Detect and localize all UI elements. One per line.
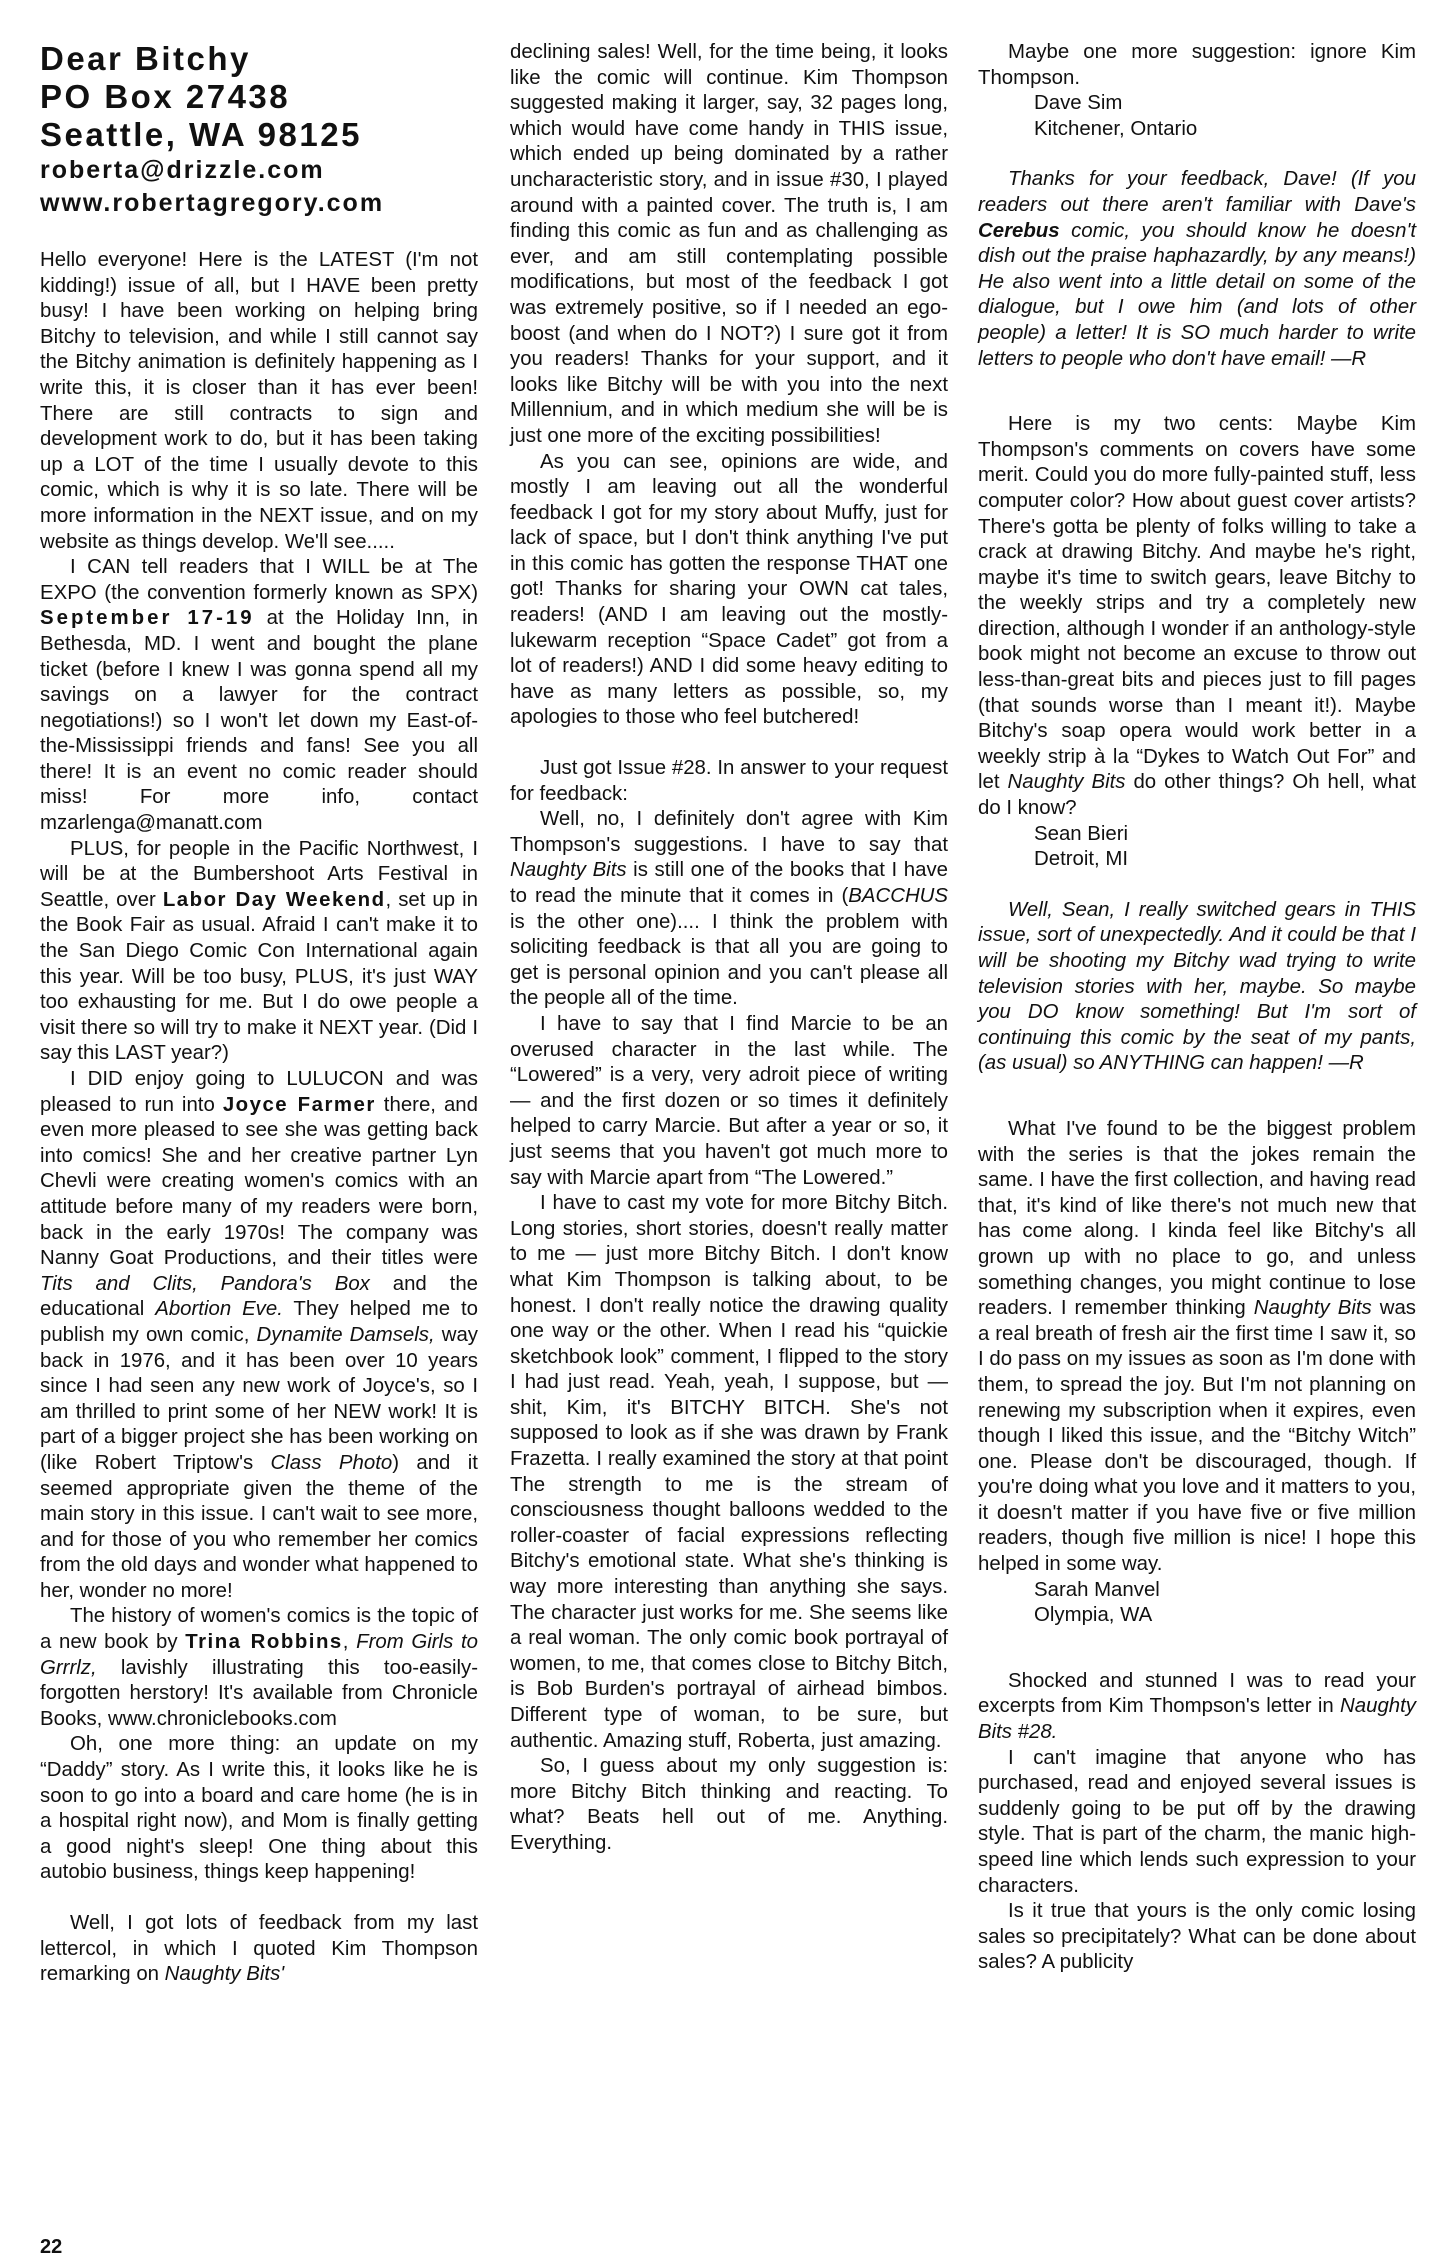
letter-signature xyxy=(978,1578,1416,1629)
letter-paragraph: I can't imagine that anyone who has purchased, read and enjoyed several issues is suddenly going to be put off by the drawing style. That is part of the charm, the manic high-speed line which lends such expression to your characters. xyxy=(978,1746,1416,1897)
letter-paragraph: Just got Issue #28. In answer to your request for feedback: xyxy=(510,757,948,805)
editorial-paragraph: I DID enjoy going to LULUCON and was pleased to run into Joyce Farmer there, and even more pleased to see she was getting back into comics! She and her creative partner Lyn Chevli were creating women's comics with an attitude before many of my readers were born, back in the early 1970s! The company was Nanny Goat Productions, and their titles were Tits and Clits, Pandora's Box and the educational Abortion Eve. They helped me to publish my own comic, Dynamite Damsels, way back in 1976, and it has been over 10 years since I had seen any new work of Joyce's, so I am thrilled to print some of her NEW work! It is part of a bigger project she has been working on (like Robert Triptow's Class Photo) and it seemed appropriate given the theme of the main story in this issue. I can't wait to see more, and for those of you who remember her comics from the old days and wonder what happened to her, wonder no more! xyxy=(40,1068,479,1602)
letter-paragraph: Well, no, I definitely don't agree with Kim Thompson's suggestions. I have to say that Naughty Bits is still one of the books that I have to read the minute that it comes in (BACCHUS is the other one).... I think the problem with soliciting feedback is that all you are going to get is personal opinion and you can't please all the people all of the time. xyxy=(510,808,948,1010)
editorial-paragraph: declining sales! Well, for the time being, it looks like the comic will continue. Kim Thompson suggested making it larger, say, 32 pages long, which would have come handy in THIS issue, which ended up being dominated by a rather uncharacteristic story, and in issue #30, I played around with a painted cover. The truth is, I am finding this comic as fun and as challenging as ever, and am still contemplating possible modifications, but most of the feedback I got was extremely positive, so if I needed an ego-boost (and when do I NOT?) I sure got it from you readers! Thanks for your support, and it looks like Bitchy will be with you into the next Millennium, and in which medium she will be is just one more of the exciting possibilities! xyxy=(510,41,948,447)
masthead-email: roberta@drizzle.com xyxy=(40,156,325,184)
letter-paragraph: Maybe one more suggestion: ignore Kim Thompson. xyxy=(978,41,1416,89)
name-trina-robbins: Trina Robbins xyxy=(185,1631,343,1654)
editorial-paragraph: Hello everyone! Here is the LATEST (I'm not kidding!) issue of all, but I HAVE been pretty busy! I have been working on helping bring Bitchy to television, and while I still cannot say the Bitchy animation is definitely happening as I write this, it is closer than it has ever been! There are still contracts to sign and development work to do, but it has been taking up a LOT of the time I usually devote to this comic, which is why it is so late. There will be more information in the NEXT issue, and on my website as things develop. We'll see..... xyxy=(40,249,478,553)
letter-signature xyxy=(978,91,1416,142)
editor-reply: Well, Sean, I really switched gears in THIS issue, sort of unexpectedly. And it could be that I will be shooting my Bitchy wad trying to write television stories with her, maybe. So maybe you DO know something! But I'm sort of continuing this comic by the seat of my pants, (as usual) so ANYTHING can happen! —R xyxy=(978,898,1416,1075)
editor-reply: Thanks for your feedback, Dave! (If you readers out there aren't familiar with Dave's Cerebus comic, you should know he doesn't dish out the praise haphazardly, by any means!) He also went into a little detail on some of the dialogue, but I owe him (and lots of other people) a letter! It is SO much harder to write letters to people who don't have email! —R xyxy=(978,168,1416,370)
letter-paragraph: So, I guess about my only suggestion is: more Bitchy Bitch thinking and reacting. To what? Beats hell out of me. Anything. Everything. xyxy=(510,1755,948,1854)
signature-name: Sean Bieri xyxy=(1034,822,1129,845)
signature-name: Dave Sim xyxy=(1034,92,1123,115)
editorial-paragraph: Oh, one more thing: an update on my “Daddy” story. As I write this, it looks like he is soon to go into a board and care home (he is in a hospital right now), and Mom is finally getting a good night's sleep! One thing about this autobio business, things keep happening! xyxy=(40,1733,478,1884)
masthead xyxy=(40,40,478,220)
masthead-title: Dear Bitchy xyxy=(40,40,251,77)
letter-paragraph: What I've found to be the biggest problem with the series is that the jokes remain the same. I have the first collection, and having read that, it's kind of like there's not much new that has come along. I kinda feel like Bitchy's all grown up with no place to go, and unless something changes, you might continue to lose readers. I remember thinking Naughty Bits was a real breath of fresh air the first time I saw it, so I do pass on my issues as soon as I'm done with them, to spread the joy. But I'm not planning on renewing my subscription when it expires, even though I liked this issue, and the “Bitchy Witch” one. Please don't be discouraged, though. If you're doing what you love and it matters to you, it doesn't matter if you have five or five million readers, though five million is nice! I hope this helped in some way. xyxy=(978,1117,1416,1576)
letter-paragraph: Here is my two cents: Maybe Kim Thompson's comments on covers have some merit. Could you do more fully-painted stuff, less computer color? How about guest cover artists? There's gotta be plenty of folks willing to take a crack at drawing Bitchy. And maybe he's right, maybe it's time to switch gears, leave Bitchy to the weekly strips and try a completely new direction, although I wonder if an anthology-style book might not become an excuse to throw out less-than-great bits and pieces just to fill pages (that sounds worse than I meant it!). Maybe Bitchy's soap opera would work better in a weekly strip à la “Dykes to Watch Out For” and let Naughty Bits do other things? Oh hell, what do I know? xyxy=(978,413,1417,820)
masthead-website: www.robertagregory.com xyxy=(40,189,385,217)
editorial-paragraph: As you can see, opinions are wide, and mostly I am leaving out all the wonderful feedback I got for my story about Muffy, just for lack of space, but I don't think anything I've put in this comic has gotten the response THAT one got! Thanks for sharing your OWN cat tales, readers! (AND I am leaving out the mostly-lukewarm reception “Space Cadet” got from a lot of readers!) AND I did some heavy editing to have as many letters as possible, so, my apologies to those who feel butchered! xyxy=(510,450,948,729)
signature-place: Detroit, MI xyxy=(1034,848,1129,871)
bumbershoot-dates: Labor Day Weekend xyxy=(162,888,386,911)
letter-paragraph: Is it true that yours is the only comic losing sales so precipitately? What can be done about sales? A publicity xyxy=(978,1900,1416,1974)
column-1 xyxy=(40,40,478,1988)
letter-paragraph: I have to cast my vote for more Bitchy Bitch. Long stories, short stories, doesn't really matter to me — just more Bitchy Bitch. I don't know what Kim Thompson is talking about, to be honest. I don't really notice the drawing quality one way or the other. When I read his “quickie sketchbook look” comment, I flipped to the story I had just read. Yeah, yeah, I suppose, but — shit, Kim, it's BITCHY BITCH. She's not supposed to look as if she was drawn by Frank Frazetta. I really examined the story at that point The strength to me is the stream of consciousness thought balloons wedded to the roller-coaster of facial expressions reflecting Bitchy's emotional state. What she's thinking is way more interesting than anything she says. The character just works for me. She seems like a real woman. The only comic book portrayal of women, to me, that comes close to Bitchy Bitch, is Bob Burden's portrayal of airhead bimbos. Different type of woman, to be sure, but authentic. Amazing stuff, Roberta, just amazing. xyxy=(510,1192,948,1752)
masthead-po-box: PO Box 27438 xyxy=(40,78,291,115)
letter-signature xyxy=(978,822,1416,873)
letter-paragraph: Shocked and stunned I was to read your excerpts from Kim Thompson's letter in Naughty Bits #28. xyxy=(978,1669,1416,1744)
letter-paragraph: I have to say that I find Marcie to be an overused character in the last while. The “Lowered” is a very, very adroit piece of writing — and the first dozen or so times it definitely helped to carry Marcie. But after a year or so, it just seems that you haven't got much more to say with Marcie apart from “The Lowered.” xyxy=(510,1012,948,1189)
name-joyce-farmer: Joyce Farmer xyxy=(222,1093,376,1116)
editorial-paragraph: The history of women's comics is the topic of a new book by Trina Robbins, From Girls to Grrrlz, lavishly illustrating this too-easily-forgotten herstory! It's available from Chronicle Books, www.chroniclebooks.com xyxy=(40,1605,478,1730)
editorial-paragraph: PLUS, for people in the Pacific Northwest, I will be at the Bumbershoot Arts Festival in Seattle, over Labor Day Weekend, set up in the Book Fair as usual. Afraid I can't make it to the San Diego Comic Con International again this year. Will be too busy, PLUS, it's just WAY too exhausting for me. But I do owe people a visit there so will try to make it NEXT year. (Did I say this LAST year?) xyxy=(40,837,478,1065)
masthead-city: Seattle, WA 98125 xyxy=(40,116,362,153)
column-2 xyxy=(510,40,948,1857)
signature-name: Sarah Manvel xyxy=(1034,1578,1160,1601)
editorial-paragraph: Well, I got lots of feedback from my last lettercol, in which I quoted Kim Thompson remarking on Naughty Bits' xyxy=(40,1912,478,1986)
expo-dates: September 17-19 xyxy=(40,607,255,630)
editorial-paragraph: I CAN tell readers that I WILL be at The EXPO (the convention formerly known as SPX) September 17-19 at the Holiday Inn, in Bethesda, MD. I went and bought the plane ticket (before I knew I was gonna spend all my savings on a lawyer for the contract negotiations!) so I won't let down my East-of-the-Mississippi friends and fans! See you all there! It is an event no comic reader should miss! For more info, contact mzarlenga@manatt.com xyxy=(40,556,478,835)
signature-place: Kitchener, Ontario xyxy=(1034,117,1198,140)
signature-place: Olympia, WA xyxy=(1034,1604,1153,1627)
column-3 xyxy=(978,40,1416,1976)
page-number: 22 xyxy=(40,2236,63,2258)
